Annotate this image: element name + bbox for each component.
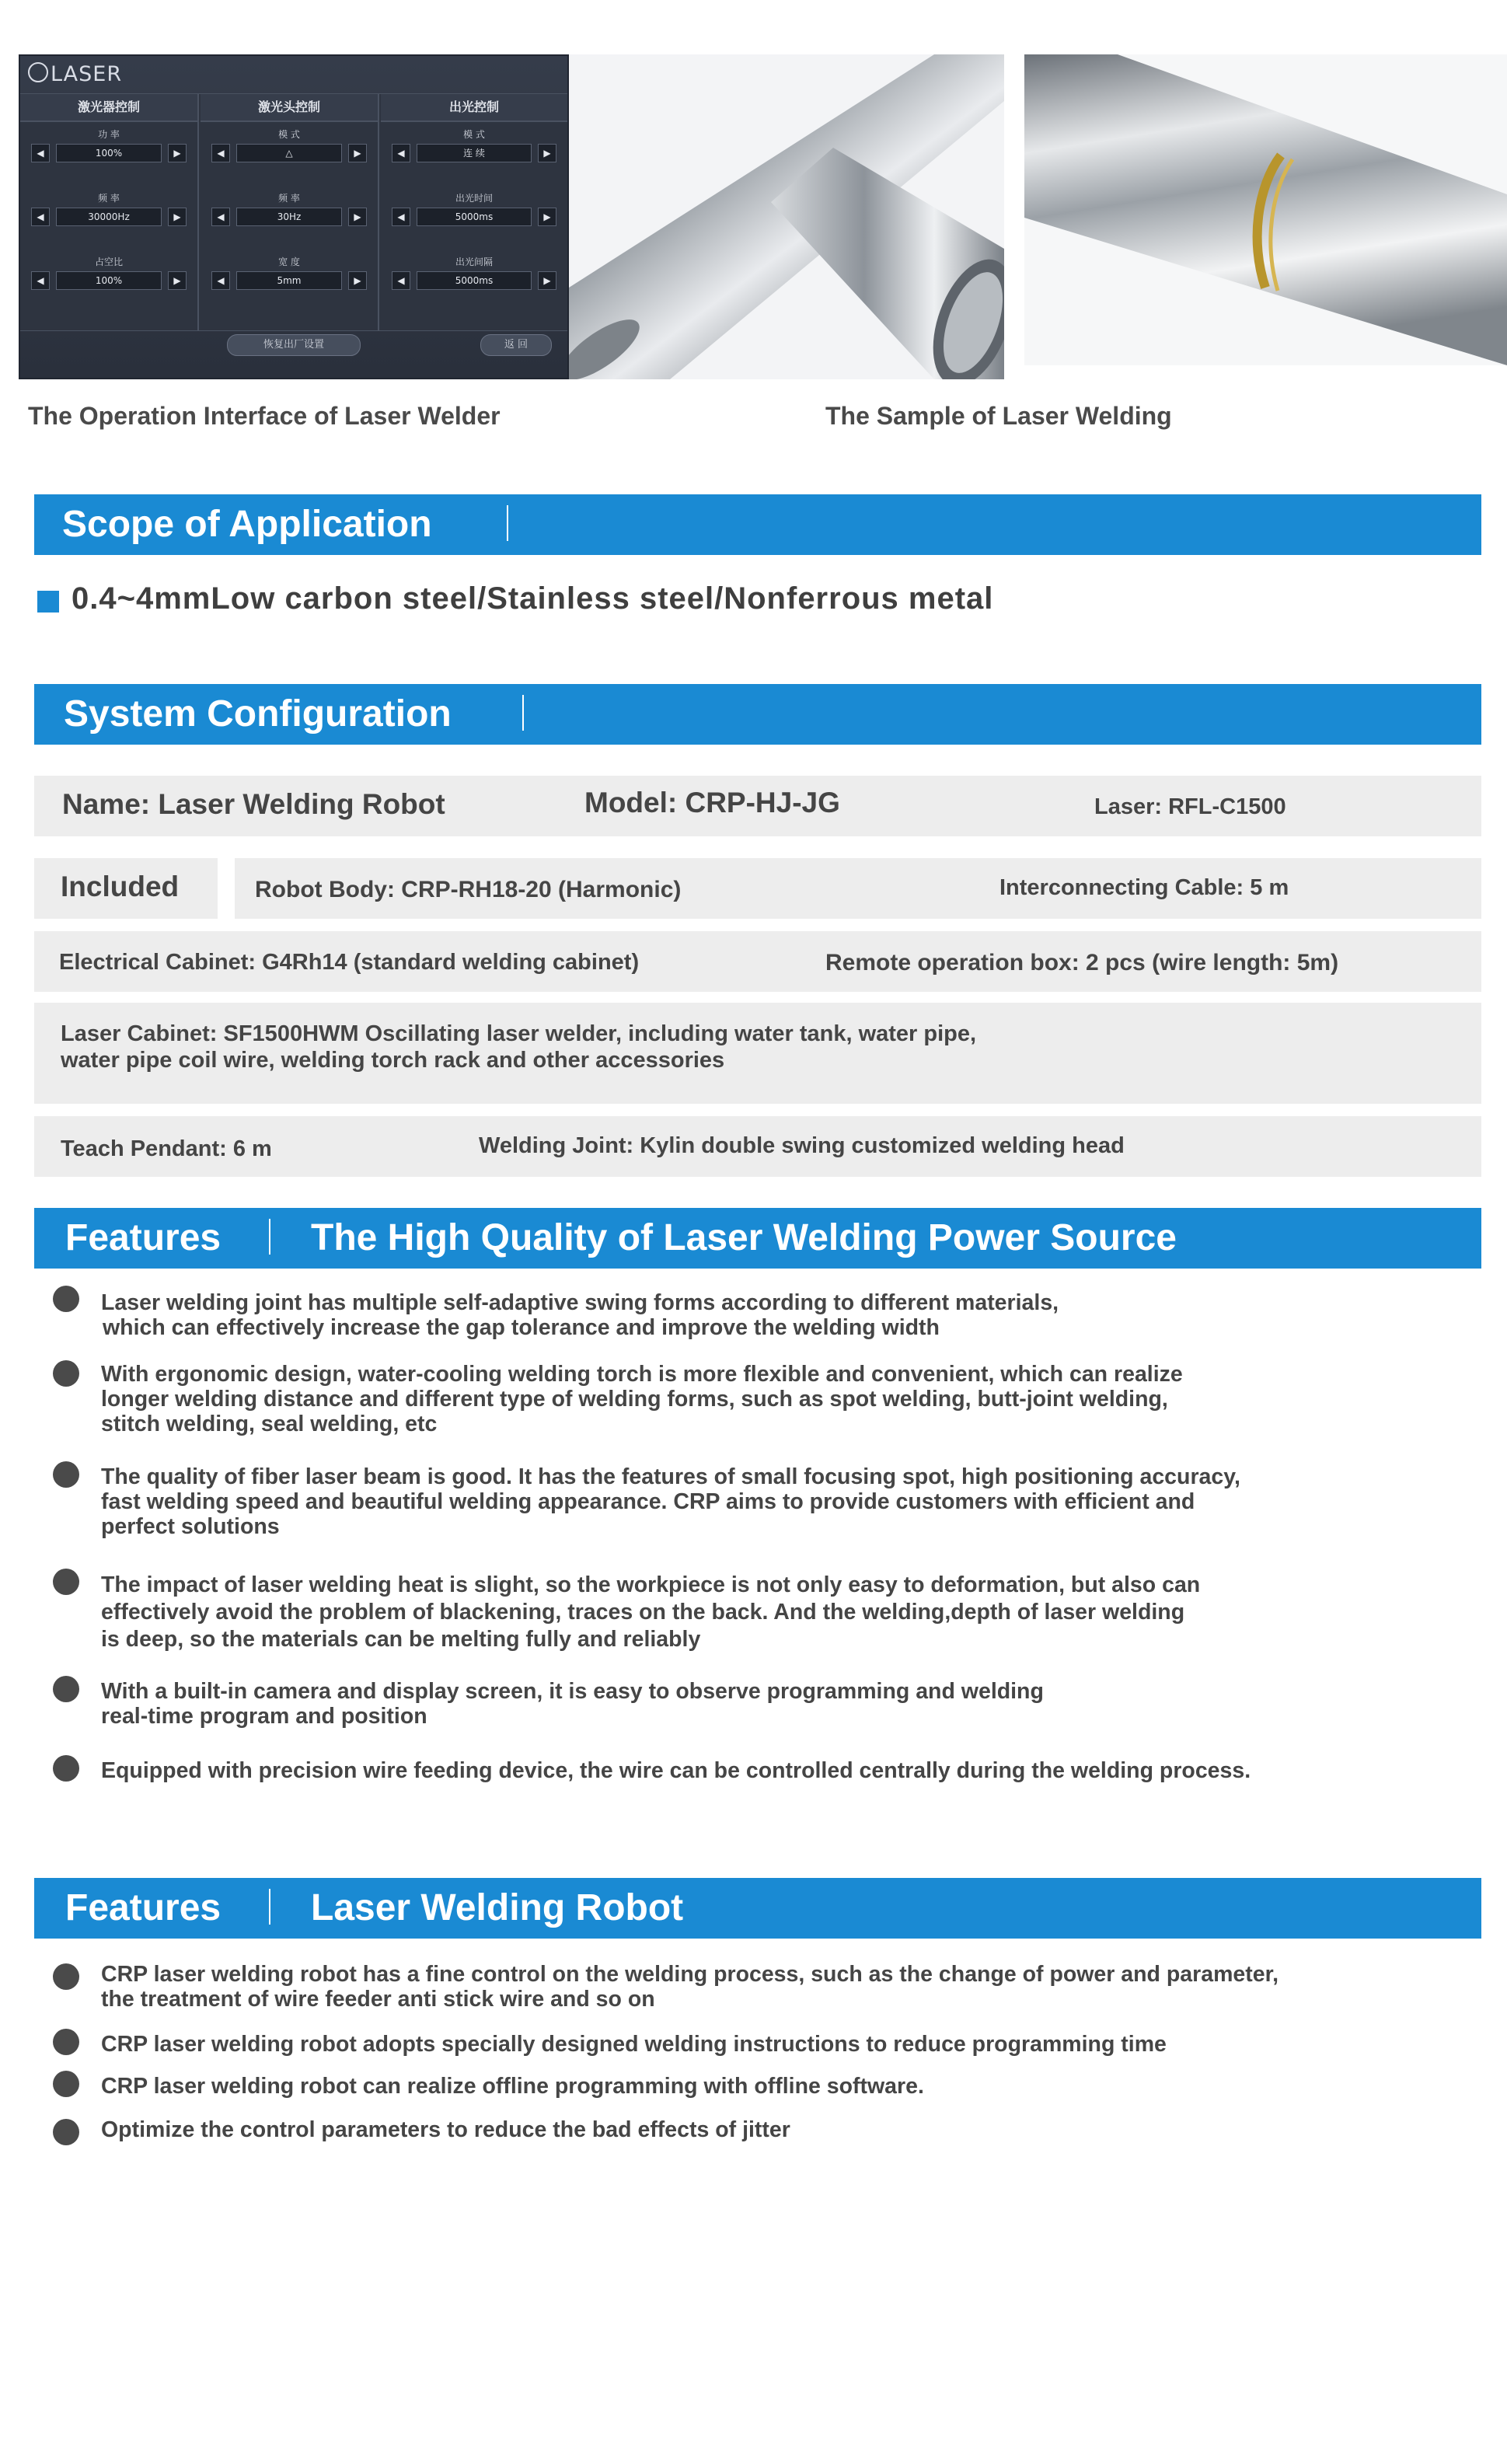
increase-arrow-icon: ▶ <box>348 208 367 226</box>
laser-logo-icon <box>28 62 48 82</box>
decrease-arrow-icon: ◀ <box>31 271 50 290</box>
ui-param-value: 5000ms <box>417 271 532 290</box>
bullet-dot-icon <box>53 1676 79 1702</box>
ui-param-value: 5mm <box>236 271 342 290</box>
header-divider <box>269 1889 270 1925</box>
laser-welder-interface-image <box>19 54 569 379</box>
ui-param-value: 5000ms <box>417 208 532 226</box>
ui-param <box>201 127 378 164</box>
decrease-arrow-icon: ◀ <box>31 208 50 226</box>
pipe-seam-weld-photo <box>1024 54 1507 365</box>
bullet-dot-icon <box>53 2071 79 2097</box>
ui-param-value: △ <box>236 144 342 162</box>
ui-column-laser-control <box>20 94 199 330</box>
config-robot-body: Robot Body: CRP-RH18-20 (Harmonic) <box>255 877 682 902</box>
ui-param-value: 30000Hz <box>56 208 162 226</box>
config-row-pendant <box>34 1116 1481 1177</box>
bullet-dot-icon <box>53 1755 79 1782</box>
header-divider <box>522 695 524 731</box>
ui-param <box>381 127 567 164</box>
ui-param-label: 出光间隔 <box>455 257 493 267</box>
ui-column-heading: 激光器控制 <box>20 94 197 122</box>
system-config-title: System Configuration <box>64 693 452 735</box>
decrease-arrow-icon: ◀ <box>211 271 230 290</box>
features-subtitle: The High Quality of Laser Welding Power Source <box>311 1217 1177 1258</box>
config-row-laser-cabinet <box>34 1003 1481 1104</box>
ui-param <box>381 190 567 228</box>
config-name: Name: Laser Welding Robot <box>62 788 445 820</box>
system-config-section-header <box>34 684 1481 745</box>
features-subtitle: Laser Welding Robot <box>311 1887 684 1928</box>
config-laser-cabinet-line2: water pipe coil wire, welding torch rack and other accessories <box>61 1048 725 1073</box>
decrease-arrow-icon: ◀ <box>392 144 410 162</box>
scope-item: 0.4~4mmLow carbon steel/Stainless steel/Nonferrous metal <box>72 581 994 616</box>
config-model: Model: CRP-HJ-JG <box>584 787 840 818</box>
feature-item: Optimize the control parameters to reduce the bad effects of jitter <box>101 2117 790 2142</box>
included-label-cell <box>34 858 218 919</box>
config-electrical-cabinet: Electrical Cabinet: G4Rh14 (standard welding cabinet) <box>59 950 640 975</box>
increase-arrow-icon: ▶ <box>168 208 187 226</box>
header-divider <box>269 1219 270 1255</box>
ui-column-head-control <box>201 94 379 330</box>
ui-param-value: 连 续 <box>417 144 532 162</box>
decrease-arrow-icon: ◀ <box>392 208 410 226</box>
feature-item: With ergonomic design, water-cooling welding torch is more flexible and convenient, which can realize longer welding distance and different type of welding forms, such as spot welding, butt-joint welding, stitch welding, seal welding, etc <box>101 1362 1183 1436</box>
feature-item: CRP laser welding robot adopts specially designed welding instructions to reduce programming time <box>101 2032 1167 2057</box>
features-title: Features <box>65 1887 222 1928</box>
tee-pipe-weld-photo <box>569 54 1004 379</box>
increase-arrow-icon: ▶ <box>348 144 367 162</box>
ui-param <box>201 190 378 228</box>
ui-param <box>381 254 567 291</box>
ui-param-label: 占空比 <box>94 257 123 267</box>
config-laser: Laser: RFL-C1500 <box>1094 794 1286 819</box>
config-laser-cabinet-line1: Laser Cabinet: SF1500HWM Oscillating laser welder, including water tank, water pipe, <box>61 1021 977 1046</box>
bullet-dot-icon <box>53 1286 79 1312</box>
decrease-arrow-icon: ◀ <box>31 144 50 162</box>
ui-column-heading: 激光头控制 <box>201 94 378 122</box>
increase-arrow-icon: ▶ <box>538 271 556 290</box>
bullet-square-icon <box>37 591 59 613</box>
feature-item: With a built-in camera and display screen, it is easy to observe programming and welding real-time program and position <box>101 1679 1044 1729</box>
ui-param-label: 频 率 <box>98 193 120 204</box>
ui-param-label: 功 率 <box>98 129 120 140</box>
config-welding-joint: Welding Joint: Kylin double swing customized welding head <box>479 1133 1125 1158</box>
feature-item: The quality of fiber laser beam is good. It has the features of small focusing spot, high positioning accuracy, fast welding speed and beautiful welding appearance. CRP aims to provide customers with efficient and perfect solutions <box>101 1464 1240 1539</box>
increase-arrow-icon: ▶ <box>538 208 556 226</box>
config-row-included <box>235 858 1481 919</box>
features-robot-header <box>34 1878 1481 1939</box>
ui-param-value: 100% <box>56 271 162 290</box>
config-remote-box: Remote operation box: 2 pcs (wire length: 5m) <box>825 950 1339 975</box>
laser-logo: LASER <box>28 62 122 86</box>
ui-param-label: 宽 度 <box>278 257 300 267</box>
feature-item: The impact of laser welding heat is slight, so the workpiece is not only easy to deformation, but also can effectively avoid the problem of blackening, traces on the back. And the welding,depth of laser welding is deep, so the materials can be melting fully and reliably <box>101 1572 1201 1652</box>
caption-operation-interface: The Operation Interface of Laser Welder <box>28 402 501 430</box>
scope-section-header <box>34 494 1481 555</box>
ui-param-label: 模 式 <box>278 129 300 140</box>
header-divider <box>507 505 508 541</box>
caption-welding-sample: The Sample of Laser Welding <box>825 402 1172 430</box>
bullet-dot-icon <box>53 2119 79 2145</box>
increase-arrow-icon: ▶ <box>168 144 187 162</box>
config-row-cabinets <box>34 931 1481 992</box>
ui-control-panel <box>20 93 567 331</box>
bullet-dot-icon <box>53 1569 79 1595</box>
included-label: Included <box>61 871 180 902</box>
feature-item: Equipped with precision wire feeding device, the wire can be controlled centrally during the welding process. <box>101 1758 1251 1783</box>
ui-param <box>20 254 197 291</box>
ui-param <box>20 190 197 228</box>
feature-item: Laser welding joint has multiple self-adaptive swing forms according to different materials, which can effectively increase the gap tolerance and improve the welding width <box>101 1290 1059 1340</box>
back-button: 返 回 <box>480 334 552 356</box>
bullet-dot-icon <box>53 2029 79 2055</box>
ui-column-output-control <box>381 94 567 330</box>
bullet-dot-icon <box>53 1461 79 1488</box>
ui-param <box>201 254 378 291</box>
ui-param <box>20 127 197 164</box>
decrease-arrow-icon: ◀ <box>211 144 230 162</box>
scope-title: Scope of Application <box>62 504 432 545</box>
feature-item: CRP laser welding robot can realize offline programming with offline software. <box>101 2074 924 2099</box>
decrease-arrow-icon: ◀ <box>211 208 230 226</box>
increase-arrow-icon: ▶ <box>348 271 367 290</box>
ui-param-label: 模 式 <box>463 129 485 140</box>
config-interconnecting-cable: Interconnecting Cable: 5 m <box>999 875 1289 900</box>
config-row-name <box>34 776 1481 836</box>
config-teach-pendant: Teach Pendant: 6 m <box>61 1136 272 1161</box>
bullet-dot-icon <box>53 1360 79 1387</box>
ui-param-value: 100% <box>56 144 162 162</box>
tee-pipe-illustration <box>569 54 1004 379</box>
increase-arrow-icon: ▶ <box>168 271 187 290</box>
ui-param-label: 出光时间 <box>455 193 493 204</box>
features-power-source-header <box>34 1208 1481 1269</box>
features-title: Features <box>65 1217 222 1258</box>
feature-item: CRP laser welding robot has a fine control on the welding process, such as the change of power and parameter, the treatment of wire feeder anti stick wire and so on <box>101 1962 1279 2012</box>
ui-param-label: 频 率 <box>278 193 300 204</box>
pipe-seam-illustration <box>1024 54 1507 365</box>
ui-column-heading: 出光控制 <box>381 94 567 122</box>
decrease-arrow-icon: ◀ <box>392 271 410 290</box>
ui-param-value: 30Hz <box>236 208 342 226</box>
bullet-dot-icon <box>53 1963 79 1990</box>
restore-factory-settings-button: 恢复出厂设置 <box>227 334 361 356</box>
increase-arrow-icon: ▶ <box>538 144 556 162</box>
